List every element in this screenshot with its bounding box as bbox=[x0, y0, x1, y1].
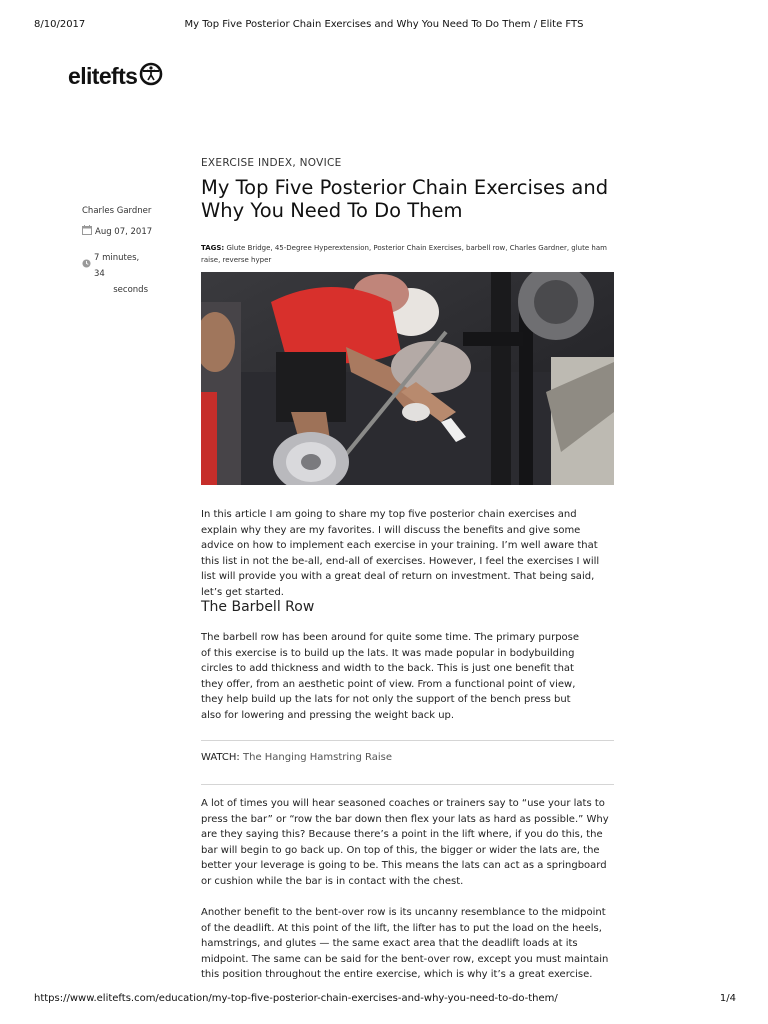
barbell-row-paragraph-3: Another benefit to the bent-over row is its uncanny resemblance to the midpoint of the deadlift. At this point of the lift, the lifter has to put the load on the heels, hamstrings, and glutes — the same exact area that the deadlift loads at its midpoint. The same can be said for the bent-over row, except you must maintain this position throughout the entire exercise, which is why it’s a great exercise. bbox=[201, 907, 609, 981]
intro-paragraph: In this article I am going to share my top five posterior chain exercises and explain why they are my favorites. I will discuss the benefits and give some advice on how to implement each exercise in your training. I’m well aware that this list in not the be-all, end-all of exercises. However, I feel the exercises I will list will provide you with a great deal of return on investment. That being said, let’s get started. bbox=[201, 509, 600, 598]
logo-text: elitefts bbox=[68, 62, 138, 89]
print-header-title: My Top Five Posterior Chain Exercises and Why You Need To Do Them / Elite FTS bbox=[184, 19, 584, 30]
read-time bbox=[82, 250, 148, 298]
publish-date-text: Aug 07, 2017 bbox=[95, 226, 153, 237]
tags-label: TAGS: bbox=[201, 244, 225, 252]
print-footer-url: https://www.elitefts.com/education/my-top-five-posterior-chain-exercises-and-why-you-need-to-do-them/ bbox=[34, 993, 558, 1004]
article-title: My Top Five Posterior Chain Exercises and Why You Need To Do Them bbox=[201, 176, 609, 222]
divider bbox=[201, 784, 614, 785]
print-header-date: 8/10/2017 bbox=[34, 19, 86, 30]
calendar-icon bbox=[82, 225, 92, 238]
read-time-line2: seconds bbox=[113, 285, 148, 295]
barbell-row-paragraph-1: The barbell row has been around for quite some time. The primary purpose of this exercise is to build up the lats. It was made popular in bodybuilding circles to add thickness and width to the back. This is just one benefit that they offer, from an aesthetic point of view. From a functional point of view, they help build up the lats for not only the support of the bench press but also for lowering and pressing the weight back up. bbox=[201, 632, 580, 721]
barbell-row-paragraph-2: A lot of times you will hear seasoned coaches or trainers say to “use your lats to press the bar” or “row the bar down then flex your lats as hard as possible.” Why are they saying this? Because there’s a point in the lift where, if you do this, the bar will begin to go back up. On top of this, the bigger or wider the lats are, the better your leverage is going to be. This means the lats can act as a springboard or cushion while the bar is in contact with the chest. bbox=[201, 798, 609, 887]
article-categories[interactable]: EXERCISE INDEX, NOVICE bbox=[201, 157, 342, 169]
read-time-line1: 7 minutes, 34 bbox=[94, 253, 140, 279]
print-footer-page: 1/4 bbox=[719, 993, 736, 1004]
site-logo[interactable] bbox=[68, 62, 163, 90]
barbell-lifter-circle-icon bbox=[139, 62, 163, 90]
watch-link[interactable]: The Hanging Hamstring Raise bbox=[243, 752, 393, 763]
divider bbox=[201, 740, 614, 741]
publish-date bbox=[82, 225, 160, 238]
section-heading-barbell-row: The Barbell Row bbox=[201, 599, 315, 615]
author-name[interactable]: Charles Gardner bbox=[82, 206, 152, 216]
tags-list[interactable]: Glute Bridge, 45-Degree Hyperextension, Posterior Chain Exercises, barbell row, Charles Gardner, glute ham raise, reverse hyper bbox=[201, 244, 607, 264]
article-tags bbox=[201, 242, 616, 266]
clock-icon bbox=[82, 258, 91, 274]
hero-photo bbox=[201, 272, 614, 485]
watch-label: WATCH: bbox=[201, 752, 240, 763]
watch-callout bbox=[201, 752, 392, 763]
